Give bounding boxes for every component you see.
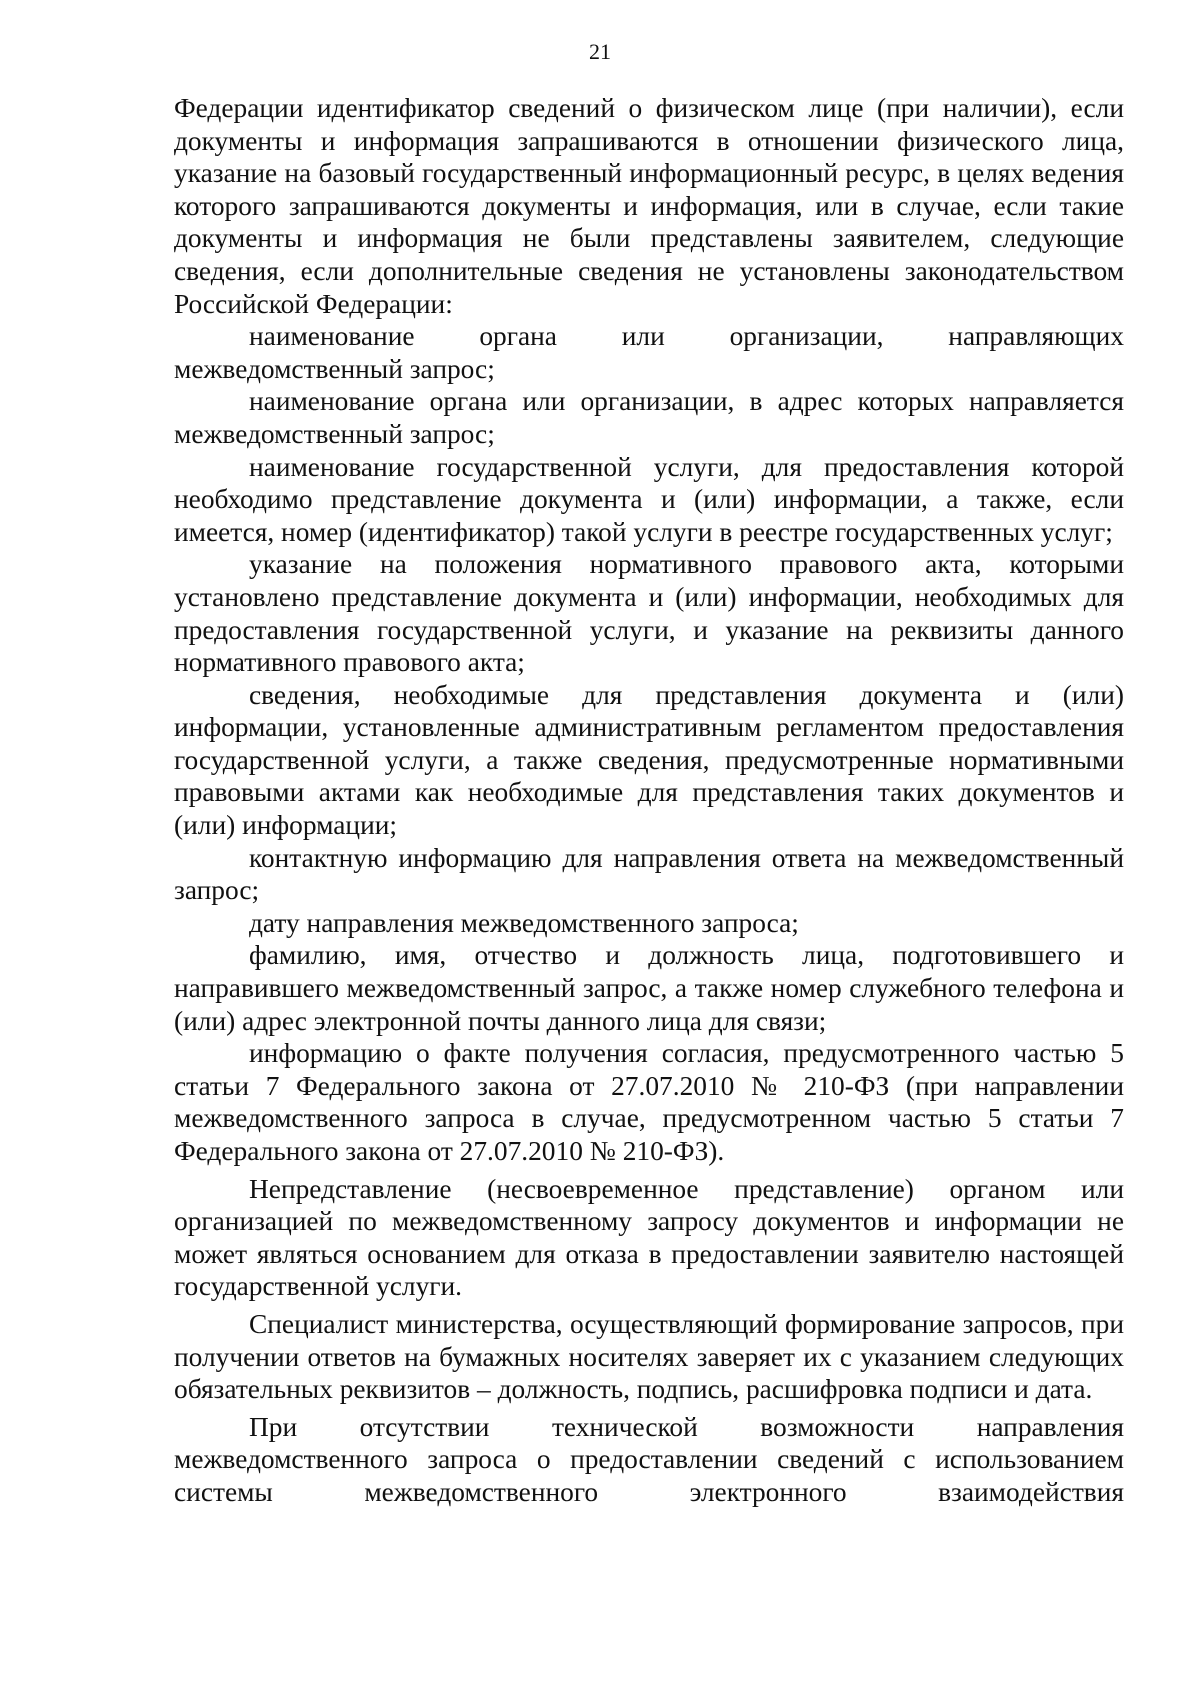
page-number: 21 <box>589 39 611 64</box>
list-item-receiving-body: наименование органа или организации, в адрес которых направляется межведомственный запрос; <box>174 386 1124 449</box>
list-item-contact-info: контактную информацию для направления ответа на межведомственный запрос; <box>174 842 1124 906</box>
paragraph-no-technical-possibility: При отсутствии технической возможности направления межведомственного запроса о предоставлении сведений с использованием системы межведомственного электронного взаимодействия <box>174 1411 1124 1507</box>
list-item-consent-info: информацию о факте получения согласия, предусмотренного частью 5 статьи 7 Федерального закона от 27.07.2010 № 210-ФЗ (при направлении межведомственного запроса в случае, предусмотренном частью 5 статьи 7 Федерального закона от 27.07.2010 № 210-ФЗ). <box>174 1038 1124 1166</box>
document-body <box>174 92 1124 1509</box>
paragraph-continuation: Федерации идентификатор сведений о физическом лице (при наличии), если документы и информация запрашиваются в отношении физического лица, указание на базовый государственный информационный ресурс, в целях ведения которого запрашиваются документы и информация, или в случае, если такие документы и информация не были представлены заявителем, следующие сведения, если дополнительные сведения не установлены законодательством Российской Федерации: <box>174 93 1124 319</box>
list-item-service-name: наименование государственной услуги, для предоставления которой необходимо представление документа и (или) информации, а также, если имеется, номер (идентификатор) такой услуги в реестре государственных услуг; <box>174 451 1124 547</box>
list-item-responsible-person: фамилию, имя, отчество и должность лица, подготовившего и направившего межведомственный запрос, а также номер служебного телефона и (или) адрес электронной почты данного лица для связи; <box>174 940 1124 1036</box>
list-item-legal-act: указание на положения нормативного правового акта, которыми установлено представление документа и (или) информации, необходимых для предоставления государственной услуги, и указание на реквизиты данного нормативного правового акта; <box>174 549 1124 678</box>
paragraph-non-submission: Непредставление (несвоевременное представление) органом или организацией по межведомственному запросу документов и информации не может являться основанием для отказа в предоставлении заявителю настоящей государственной услуги. <box>174 1173 1124 1302</box>
paragraph-specialist: Специалист министерства, осуществляющий формирование запросов, при получении ответов на бумажных носителях заверяет их с указанием следующих обязательных реквизитов – должность, подпись, расшифровка подписи и дата. <box>174 1308 1124 1405</box>
list-item-required-info: сведения, необходимые для представления документа и (или) информации, установленные административным регламентом предоставления государственной услуги, а также сведения, предусмотренные нормативными правовыми актами как необходимые для представления таких документов и (или) информации; <box>174 679 1124 841</box>
list-item-request-date: дату направления межведомственного запроса; <box>249 907 799 938</box>
list-item-requesting-body: наименование органа или организации, направляющих межведомственный запрос; <box>174 321 1124 384</box>
